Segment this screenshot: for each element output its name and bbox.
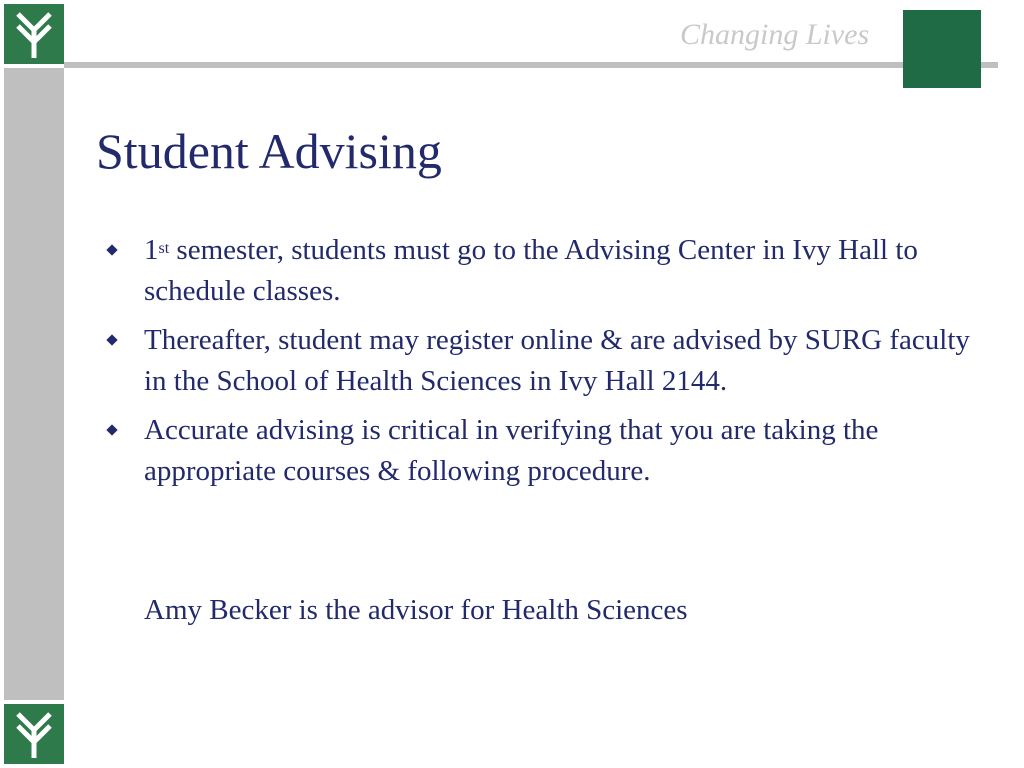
ivy-leaf-icon [4,4,64,64]
header-accent-box [903,10,981,88]
ivy-leaf-icon [4,704,64,764]
bullet-list [104,230,974,500]
bullet-text: semester, students must go to the Advising Center in Ivy Hall to schedule classes. [144,234,918,307]
bullet-item [104,320,974,402]
diamond-bullet-icon [106,334,117,345]
bullet-ordinal: 1 [144,234,159,266]
diamond-bullet-icon [106,424,117,435]
ivy-logo-top [4,4,64,64]
bullet-text: Accurate advising is critical in verifying that you are taking the appropriate courses & following procedure. [144,414,879,487]
left-frame-bar [4,68,64,700]
top-frame-rule [64,62,998,68]
ivy-logo-bottom [4,704,64,764]
slide-title: Student Advising [96,123,442,179]
bullet-item [104,230,974,312]
header-tagline: Changing Lives [680,18,870,51]
bullet-ordinal-suffix: st [158,240,170,257]
diamond-bullet-icon [106,244,117,255]
bullet-text: Thereafter, student may register online & are advised by SURG faculty in the School of Health Sciences in Ivy Hall 2144. [144,324,970,397]
advisor-note: Amy Becker is the advisor for Health Sciences [144,594,688,626]
bullet-item [104,410,974,492]
